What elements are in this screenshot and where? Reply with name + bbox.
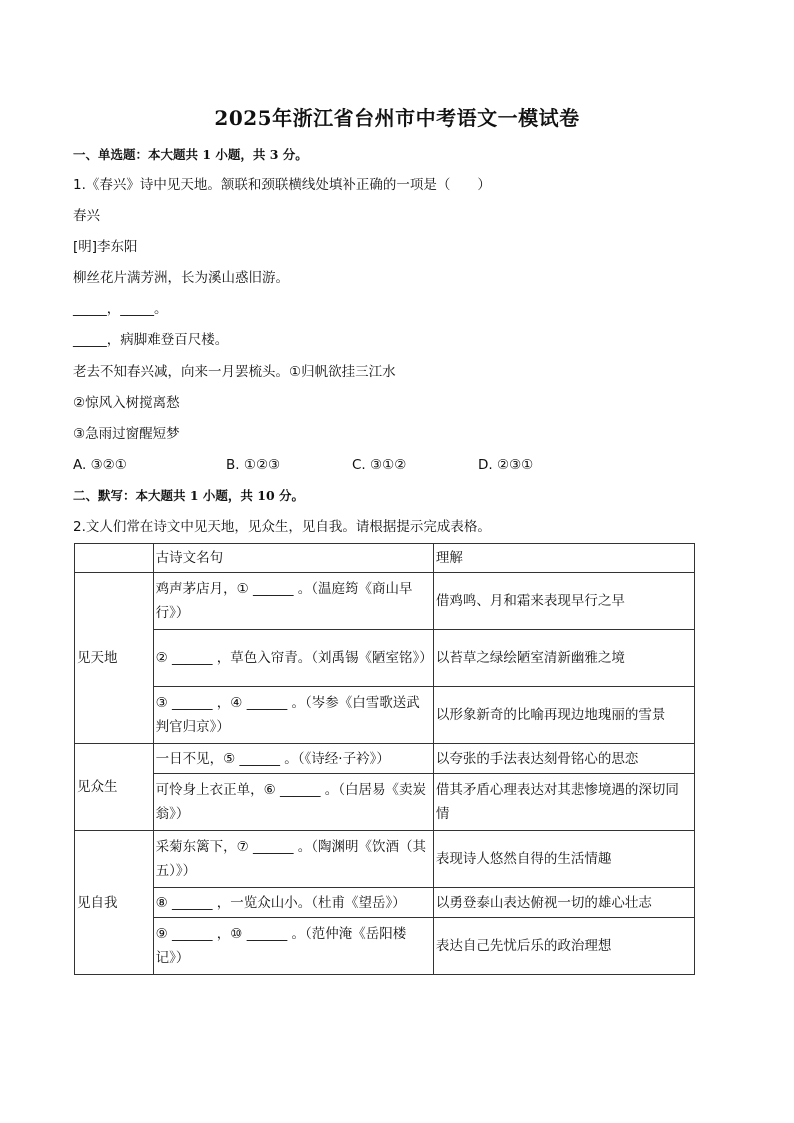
verse-cell[interactable]: ⑨ ______ ，⑩ ______ 。（范仲淹《岳阳楼记》） xyxy=(153,918,433,975)
category-cell: 见众生 xyxy=(75,744,154,831)
table-row xyxy=(75,630,695,687)
verse-cell[interactable]: 采菊东篱下，⑦ ______ 。（陶渊明《饮酒（其五）》） xyxy=(153,831,433,888)
category-cell: 见天地 xyxy=(75,573,154,744)
meaning-cell: 以勇登泰山表达俯视一切的雄心壮志 xyxy=(433,888,694,918)
verse-cell[interactable]: 可怜身上衣正单，⑥ ______ 。（白居易《卖炭翁》） xyxy=(153,774,433,831)
verse-cell[interactable]: ② ______ ，草色入帘青。（刘禹锡《陋室铭》） xyxy=(153,630,433,687)
hint-3: ③急雨过窗醒短梦 xyxy=(73,426,180,442)
hint-2: ②惊风入树搅离愁 xyxy=(73,395,180,411)
option-d[interactable]: D. ②③① xyxy=(478,457,534,473)
verse-cell[interactable]: 鸡声茅店月，① ______ 。（温庭筠《商山早行》） xyxy=(153,573,433,630)
verse-cell[interactable]: ③ ______ ，④ ______ 。（岑参《白雪歌送武判官归京》） xyxy=(153,687,433,744)
meaning-cell: 以形象新奇的比喻再现边地瑰丽的雪景 xyxy=(433,687,694,744)
table-row xyxy=(75,918,695,975)
meaning-cell: 借鸡鸣、月和霜来表现早行之早 xyxy=(433,573,694,630)
table-row xyxy=(75,744,695,774)
option-b[interactable]: B. ①②③ xyxy=(226,457,281,473)
section-2-heading: 二、默写：本大题共 1 小题，共 10 分。 xyxy=(73,488,305,503)
exam-title: 2025年浙江省台州市中考语文一模试卷 xyxy=(214,106,580,130)
verse-cell[interactable]: 一日不见，⑤ ______ 。（《诗经·子衿》） xyxy=(153,744,433,774)
poem-author: [明]李东阳 xyxy=(73,239,138,255)
option-c[interactable]: C. ③①② xyxy=(352,457,407,473)
section-1-heading: 一、单选题：本大题共 1 小题，共 3 分。 xyxy=(73,147,308,162)
meaning-cell: 表现诗人悠然自得的生活情趣 xyxy=(433,831,694,888)
category-cell: 见自我 xyxy=(75,831,154,975)
table-row xyxy=(75,573,695,630)
table-row xyxy=(75,774,695,831)
table-row xyxy=(75,888,695,918)
meaning-cell: 借其矛盾心理表达对其悲惨境遇的深切同情 xyxy=(433,774,694,831)
table-row xyxy=(75,831,695,888)
poem-line-1: 柳丝花片满芳洲，长为溪山惑旧游。 xyxy=(73,270,289,286)
poem-line-4: 老去不知春兴减，向来一月罢梳头。①归帆欲挂三江水 xyxy=(73,364,396,380)
table-header-cell xyxy=(75,544,154,573)
option-a[interactable]: A. ③②① xyxy=(73,457,127,473)
meaning-cell: 以苔草之绿绘陋室清新幽雅之境 xyxy=(433,630,694,687)
poem-title: 春兴 xyxy=(73,208,100,224)
poem-line-2: _____，_____。 xyxy=(73,301,168,317)
meaning-cell: 以夸张的手法表达刻骨铭心的思恋 xyxy=(433,744,694,774)
poem-line-3: _____，病脚难登百尺楼。 xyxy=(73,332,229,348)
question-1-stem: 1.《春兴》诗中见天地。颔联和颈联横线处填补正确的一项是（ ） xyxy=(73,177,491,193)
verse-cell[interactable]: ⑧ ______ ，一览众山小。（杜甫《望岳》） xyxy=(153,888,433,918)
table-header-cell: 古诗文名句 xyxy=(153,544,433,573)
table-row xyxy=(75,687,695,744)
table-header-row xyxy=(75,544,695,573)
question-2-stem: 2.文人们常在诗文中见天地，见众生，见自我。请根据提示完成表格。 xyxy=(73,519,491,535)
table-header-cell: 理解 xyxy=(433,544,694,573)
meaning-cell: 表达自己先忧后乐的政治理想 xyxy=(433,918,694,975)
recitation-table xyxy=(74,543,695,975)
